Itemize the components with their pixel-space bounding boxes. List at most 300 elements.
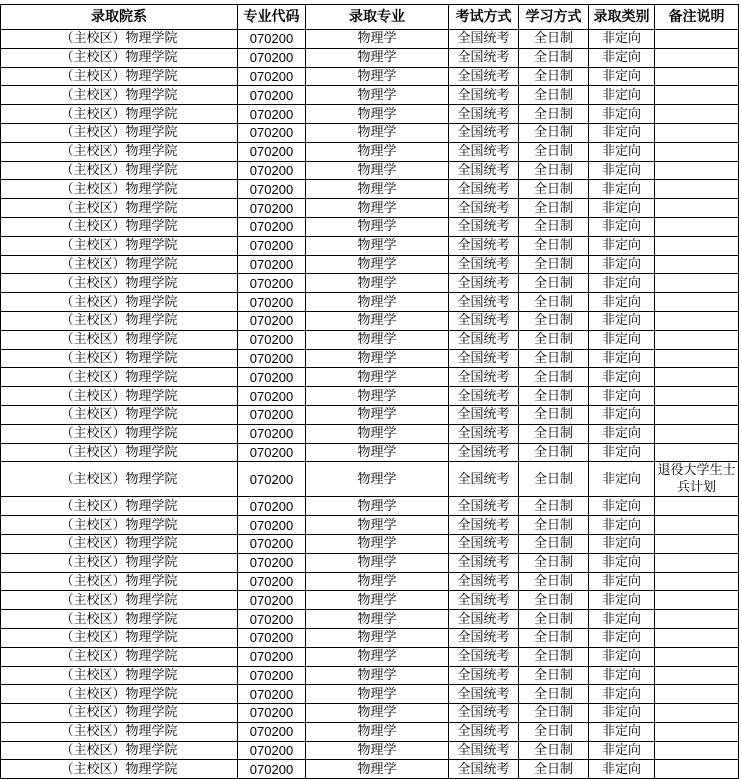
major-code-cell: 070200 — [238, 368, 306, 387]
remark-cell — [655, 443, 739, 462]
college-cell: （主校区）物理学院 — [1, 199, 238, 218]
remark-cell — [655, 236, 739, 255]
table-row — [1, 722, 739, 741]
major-code-cell: 070200 — [238, 142, 306, 161]
category-cell: 非定向 — [589, 647, 655, 666]
college-cell: （主校区）物理学院 — [1, 311, 238, 330]
study-mode-cell: 全日制 — [519, 610, 589, 629]
table-row — [1, 236, 739, 255]
major-cell: 物理学 — [306, 685, 449, 704]
study-mode-cell: 全日制 — [519, 704, 589, 723]
study-mode-cell: 全日制 — [519, 236, 589, 255]
category-cell: 非定向 — [589, 67, 655, 86]
remark-cell — [655, 610, 739, 629]
major-cell: 物理学 — [306, 368, 449, 387]
major-code-cell: 070200 — [238, 105, 306, 124]
exam-mode-cell: 全国统考 — [449, 30, 519, 49]
exam-mode-cell: 全国统考 — [449, 349, 519, 368]
exam-mode-cell: 全国统考 — [449, 628, 519, 647]
exam-mode-cell: 全国统考 — [449, 685, 519, 704]
major-cell: 物理学 — [306, 572, 449, 591]
college-cell: （主校区）物理学院 — [1, 368, 238, 387]
major-code-cell: 070200 — [238, 591, 306, 610]
exam-mode-cell: 全国统考 — [449, 274, 519, 293]
study-mode-cell: 全日制 — [519, 387, 589, 406]
major-code-cell: 070200 — [238, 236, 306, 255]
remark-cell — [655, 123, 739, 142]
exam-mode-cell: 全国统考 — [449, 704, 519, 723]
category-cell: 非定向 — [589, 534, 655, 553]
category-cell: 非定向 — [589, 553, 655, 572]
exam-mode-cell: 全国统考 — [449, 443, 519, 462]
category-cell: 非定向 — [589, 704, 655, 723]
major-cell: 物理学 — [306, 330, 449, 349]
table-body — [1, 30, 739, 779]
category-cell: 非定向 — [589, 741, 655, 760]
category-cell: 非定向 — [589, 274, 655, 293]
major-code-cell: 070200 — [238, 311, 306, 330]
major-code-cell: 070200 — [238, 217, 306, 236]
major-code-cell: 070200 — [238, 534, 306, 553]
study-mode-cell: 全日制 — [519, 255, 589, 274]
category-cell: 非定向 — [589, 199, 655, 218]
college-cell: （主校区）物理学院 — [1, 760, 238, 779]
exam-mode-cell: 全国统考 — [449, 405, 519, 424]
category-cell: 非定向 — [589, 255, 655, 274]
table-row — [1, 741, 739, 760]
study-mode-cell: 全日制 — [519, 405, 589, 424]
remark-cell — [655, 405, 739, 424]
table-row — [1, 516, 739, 535]
exam-mode-cell: 全国统考 — [449, 610, 519, 629]
remark-cell — [655, 497, 739, 516]
major-cell: 物理学 — [306, 497, 449, 516]
header-major: 录取专业 — [306, 5, 449, 30]
major-code-cell: 070200 — [238, 628, 306, 647]
category-cell: 非定向 — [589, 30, 655, 49]
major-cell: 物理学 — [306, 123, 449, 142]
table-row — [1, 572, 739, 591]
exam-mode-cell: 全国统考 — [449, 330, 519, 349]
table-row — [1, 330, 739, 349]
major-code-cell: 070200 — [238, 67, 306, 86]
admission-table — [0, 4, 739, 779]
exam-mode-cell: 全国统考 — [449, 534, 519, 553]
study-mode-cell: 全日制 — [519, 462, 589, 497]
study-mode-cell: 全日制 — [519, 647, 589, 666]
major-cell: 物理学 — [306, 274, 449, 293]
major-code-cell: 070200 — [238, 274, 306, 293]
college-cell: （主校区）物理学院 — [1, 741, 238, 760]
exam-mode-cell: 全国统考 — [449, 553, 519, 572]
table-row — [1, 462, 739, 497]
category-cell: 非定向 — [589, 387, 655, 406]
major-cell: 物理学 — [306, 86, 449, 105]
major-cell: 物理学 — [306, 722, 449, 741]
remark-cell — [655, 591, 739, 610]
table-row — [1, 30, 739, 49]
table-row — [1, 274, 739, 293]
study-mode-cell: 全日制 — [519, 199, 589, 218]
exam-mode-cell: 全国统考 — [449, 647, 519, 666]
exam-mode-cell: 全国统考 — [449, 462, 519, 497]
remark-cell — [655, 330, 739, 349]
category-cell: 非定向 — [589, 462, 655, 497]
college-cell: （主校区）物理学院 — [1, 722, 238, 741]
remark-cell — [655, 572, 739, 591]
college-cell: （主校区）物理学院 — [1, 48, 238, 67]
table-row — [1, 760, 739, 779]
college-cell: （主校区）物理学院 — [1, 30, 238, 49]
college-cell: （主校区）物理学院 — [1, 142, 238, 161]
college-cell: （主校区）物理学院 — [1, 685, 238, 704]
exam-mode-cell: 全国统考 — [449, 722, 519, 741]
study-mode-cell: 全日制 — [519, 760, 589, 779]
study-mode-cell: 全日制 — [519, 497, 589, 516]
table-row — [1, 86, 739, 105]
major-cell: 物理学 — [306, 293, 449, 312]
major-cell: 物理学 — [306, 628, 449, 647]
college-cell: （主校区）物理学院 — [1, 553, 238, 572]
major-cell: 物理学 — [306, 424, 449, 443]
exam-mode-cell: 全国统考 — [449, 311, 519, 330]
study-mode-cell: 全日制 — [519, 123, 589, 142]
major-code-cell: 070200 — [238, 330, 306, 349]
table-row — [1, 666, 739, 685]
table-row — [1, 424, 739, 443]
major-cell: 物理学 — [306, 553, 449, 572]
major-code-cell: 070200 — [238, 123, 306, 142]
major-cell: 物理学 — [306, 534, 449, 553]
study-mode-cell: 全日制 — [519, 424, 589, 443]
major-cell: 物理学 — [306, 610, 449, 629]
college-cell: （主校区）物理学院 — [1, 86, 238, 105]
college-cell: （主校区）物理学院 — [1, 67, 238, 86]
college-cell: （主校区）物理学院 — [1, 497, 238, 516]
college-cell: （主校区）物理学院 — [1, 443, 238, 462]
table-row — [1, 628, 739, 647]
exam-mode-cell: 全国统考 — [449, 516, 519, 535]
study-mode-cell: 全日制 — [519, 105, 589, 124]
college-cell: （主校区）物理学院 — [1, 236, 238, 255]
major-cell: 物理学 — [306, 387, 449, 406]
remark-cell — [655, 647, 739, 666]
remark-cell: 退役大学生士兵计划 — [655, 462, 739, 497]
exam-mode-cell: 全国统考 — [449, 741, 519, 760]
major-cell: 物理学 — [306, 443, 449, 462]
major-cell: 物理学 — [306, 516, 449, 535]
table-row — [1, 293, 739, 312]
college-cell: （主校区）物理学院 — [1, 666, 238, 685]
remark-cell — [655, 48, 739, 67]
table-row — [1, 610, 739, 629]
major-cell: 物理学 — [306, 760, 449, 779]
remark-cell — [655, 274, 739, 293]
header-exam-mode: 考试方式 — [449, 5, 519, 30]
exam-mode-cell: 全国统考 — [449, 387, 519, 406]
remark-cell — [655, 105, 739, 124]
table-row — [1, 368, 739, 387]
category-cell: 非定向 — [589, 293, 655, 312]
study-mode-cell: 全日制 — [519, 180, 589, 199]
remark-cell — [655, 760, 739, 779]
remark-cell — [655, 30, 739, 49]
category-cell: 非定向 — [589, 311, 655, 330]
table-row — [1, 685, 739, 704]
major-code-cell: 070200 — [238, 199, 306, 218]
major-cell: 物理学 — [306, 48, 449, 67]
major-cell: 物理学 — [306, 161, 449, 180]
study-mode-cell: 全日制 — [519, 572, 589, 591]
study-mode-cell: 全日制 — [519, 48, 589, 67]
major-cell: 物理学 — [306, 236, 449, 255]
category-cell: 非定向 — [589, 666, 655, 685]
table-row — [1, 67, 739, 86]
major-code-cell: 070200 — [238, 180, 306, 199]
exam-mode-cell: 全国统考 — [449, 48, 519, 67]
major-code-cell: 070200 — [238, 704, 306, 723]
exam-mode-cell: 全国统考 — [449, 161, 519, 180]
header-row — [1, 5, 739, 30]
exam-mode-cell: 全国统考 — [449, 760, 519, 779]
major-code-cell: 070200 — [238, 553, 306, 572]
category-cell: 非定向 — [589, 591, 655, 610]
study-mode-cell: 全日制 — [519, 685, 589, 704]
exam-mode-cell: 全国统考 — [449, 199, 519, 218]
category-cell: 非定向 — [589, 685, 655, 704]
major-cell: 物理学 — [306, 591, 449, 610]
college-cell: （主校区）物理学院 — [1, 591, 238, 610]
study-mode-cell: 全日制 — [519, 274, 589, 293]
category-cell: 非定向 — [589, 217, 655, 236]
table-row — [1, 48, 739, 67]
table-row — [1, 217, 739, 236]
study-mode-cell: 全日制 — [519, 142, 589, 161]
remark-cell — [655, 722, 739, 741]
major-code-cell: 070200 — [238, 387, 306, 406]
table-row — [1, 704, 739, 723]
college-cell: （主校区）物理学院 — [1, 387, 238, 406]
major-code-cell: 070200 — [238, 741, 306, 760]
major-code-cell: 070200 — [238, 760, 306, 779]
category-cell: 非定向 — [589, 142, 655, 161]
category-cell: 非定向 — [589, 330, 655, 349]
table-row — [1, 311, 739, 330]
college-cell: （主校区）物理学院 — [1, 293, 238, 312]
category-cell: 非定向 — [589, 105, 655, 124]
study-mode-cell: 全日制 — [519, 534, 589, 553]
college-cell: （主校区）物理学院 — [1, 516, 238, 535]
category-cell: 非定向 — [589, 368, 655, 387]
study-mode-cell: 全日制 — [519, 443, 589, 462]
major-cell: 物理学 — [306, 666, 449, 685]
study-mode-cell: 全日制 — [519, 553, 589, 572]
major-cell: 物理学 — [306, 255, 449, 274]
study-mode-cell: 全日制 — [519, 516, 589, 535]
remark-cell — [655, 199, 739, 218]
study-mode-cell: 全日制 — [519, 349, 589, 368]
major-cell: 物理学 — [306, 704, 449, 723]
remark-cell — [655, 349, 739, 368]
exam-mode-cell: 全国统考 — [449, 86, 519, 105]
table-row — [1, 497, 739, 516]
remark-cell — [655, 86, 739, 105]
college-cell: （主校区）物理学院 — [1, 330, 238, 349]
category-cell: 非定向 — [589, 572, 655, 591]
college-cell: （主校区）物理学院 — [1, 161, 238, 180]
exam-mode-cell: 全国统考 — [449, 67, 519, 86]
header-study-mode: 学习方式 — [519, 5, 589, 30]
major-cell: 物理学 — [306, 647, 449, 666]
college-cell: （主校区）物理学院 — [1, 704, 238, 723]
college-cell: （主校区）物理学院 — [1, 628, 238, 647]
table-row — [1, 180, 739, 199]
exam-mode-cell: 全国统考 — [449, 591, 519, 610]
major-code-cell: 070200 — [238, 48, 306, 67]
table-row — [1, 105, 739, 124]
study-mode-cell: 全日制 — [519, 311, 589, 330]
college-cell: （主校区）物理学院 — [1, 462, 238, 497]
category-cell: 非定向 — [589, 610, 655, 629]
major-cell: 物理学 — [306, 105, 449, 124]
category-cell: 非定向 — [589, 760, 655, 779]
major-cell: 物理学 — [306, 142, 449, 161]
major-code-cell: 070200 — [238, 255, 306, 274]
remark-cell — [655, 387, 739, 406]
remark-cell — [655, 516, 739, 535]
major-code-cell: 070200 — [238, 30, 306, 49]
table-row — [1, 199, 739, 218]
study-mode-cell: 全日制 — [519, 722, 589, 741]
remark-cell — [655, 311, 739, 330]
category-cell: 非定向 — [589, 86, 655, 105]
exam-mode-cell: 全国统考 — [449, 217, 519, 236]
remark-cell — [655, 424, 739, 443]
table-row — [1, 553, 739, 572]
remark-cell — [655, 217, 739, 236]
study-mode-cell: 全日制 — [519, 628, 589, 647]
remark-cell — [655, 534, 739, 553]
major-code-cell: 070200 — [238, 572, 306, 591]
table-row — [1, 255, 739, 274]
study-mode-cell: 全日制 — [519, 368, 589, 387]
table-row — [1, 405, 739, 424]
major-code-cell: 070200 — [238, 462, 306, 497]
college-cell: （主校区）物理学院 — [1, 610, 238, 629]
category-cell: 非定向 — [589, 349, 655, 368]
major-code-cell: 070200 — [238, 405, 306, 424]
header-category: 录取类别 — [589, 5, 655, 30]
exam-mode-cell: 全国统考 — [449, 424, 519, 443]
remark-cell — [655, 741, 739, 760]
exam-mode-cell: 全国统考 — [449, 105, 519, 124]
exam-mode-cell: 全国统考 — [449, 572, 519, 591]
remark-cell — [655, 666, 739, 685]
college-cell: （主校区）物理学院 — [1, 534, 238, 553]
major-cell: 物理学 — [306, 67, 449, 86]
major-code-cell: 070200 — [238, 293, 306, 312]
category-cell: 非定向 — [589, 722, 655, 741]
study-mode-cell: 全日制 — [519, 666, 589, 685]
major-code-cell: 070200 — [238, 424, 306, 443]
exam-mode-cell: 全国统考 — [449, 368, 519, 387]
table-row — [1, 534, 739, 553]
college-cell: （主校区）物理学院 — [1, 647, 238, 666]
study-mode-cell: 全日制 — [519, 30, 589, 49]
major-code-cell: 070200 — [238, 516, 306, 535]
major-cell: 物理学 — [306, 405, 449, 424]
major-code-cell: 070200 — [238, 666, 306, 685]
major-code-cell: 070200 — [238, 161, 306, 180]
header-major-code: 专业代码 — [238, 5, 306, 30]
header-remark: 备注说明 — [655, 5, 739, 30]
remark-cell — [655, 368, 739, 387]
major-code-cell: 070200 — [238, 610, 306, 629]
exam-mode-cell: 全国统考 — [449, 255, 519, 274]
remark-cell — [655, 142, 739, 161]
category-cell: 非定向 — [589, 516, 655, 535]
college-cell: （主校区）物理学院 — [1, 105, 238, 124]
exam-mode-cell: 全国统考 — [449, 123, 519, 142]
table-row — [1, 387, 739, 406]
college-cell: （主校区）物理学院 — [1, 572, 238, 591]
exam-mode-cell: 全国统考 — [449, 497, 519, 516]
category-cell: 非定向 — [589, 405, 655, 424]
exam-mode-cell: 全国统考 — [449, 666, 519, 685]
exam-mode-cell: 全国统考 — [449, 142, 519, 161]
table-row — [1, 142, 739, 161]
major-code-cell: 070200 — [238, 722, 306, 741]
remark-cell — [655, 161, 739, 180]
major-cell: 物理学 — [306, 349, 449, 368]
major-code-cell: 070200 — [238, 86, 306, 105]
remark-cell — [655, 180, 739, 199]
remark-cell — [655, 255, 739, 274]
study-mode-cell: 全日制 — [519, 161, 589, 180]
major-cell: 物理学 — [306, 311, 449, 330]
major-cell: 物理学 — [306, 199, 449, 218]
table-row — [1, 443, 739, 462]
table-row — [1, 349, 739, 368]
table-row — [1, 123, 739, 142]
major-cell: 物理学 — [306, 462, 449, 497]
category-cell: 非定向 — [589, 497, 655, 516]
remark-cell — [655, 293, 739, 312]
college-cell: （主校区）物理学院 — [1, 405, 238, 424]
category-cell: 非定向 — [589, 123, 655, 142]
table-row — [1, 647, 739, 666]
remark-cell — [655, 685, 739, 704]
study-mode-cell: 全日制 — [519, 86, 589, 105]
study-mode-cell: 全日制 — [519, 330, 589, 349]
study-mode-cell: 全日制 — [519, 217, 589, 236]
study-mode-cell: 全日制 — [519, 293, 589, 312]
category-cell: 非定向 — [589, 161, 655, 180]
college-cell: （主校区）物理学院 — [1, 180, 238, 199]
table-row — [1, 591, 739, 610]
table-row — [1, 161, 739, 180]
exam-mode-cell: 全国统考 — [449, 236, 519, 255]
college-cell: （主校区）物理学院 — [1, 123, 238, 142]
remark-cell — [655, 67, 739, 86]
college-cell: （主校区）物理学院 — [1, 424, 238, 443]
major-code-cell: 070200 — [238, 497, 306, 516]
remark-cell — [655, 628, 739, 647]
exam-mode-cell: 全国统考 — [449, 293, 519, 312]
study-mode-cell: 全日制 — [519, 591, 589, 610]
major-cell: 物理学 — [306, 180, 449, 199]
category-cell: 非定向 — [589, 443, 655, 462]
